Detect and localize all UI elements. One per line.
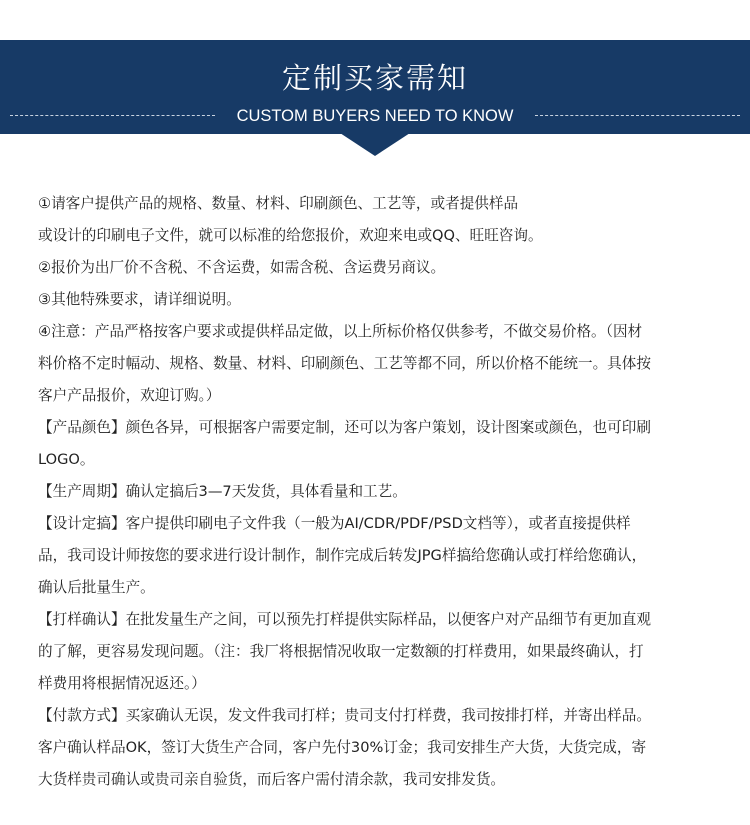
notice-line: ①请客户提供产品的规格、数量、材料、印刷颜色、工艺等，或者提供样品	[38, 195, 519, 212]
notice-line: ④注意：产品严格按客户要求或提供样品定做，以上所标价格仅供参考，不做交易价格。（因材	[38, 323, 643, 340]
notice-line: ③其他特殊要求，请详细说明。	[38, 291, 241, 308]
page-title: 定制买家需知	[281, 61, 468, 95]
notice-line: 大货样贵司确认或贵司亲自验货，而后客户需付清余款，我司安排发货。	[38, 771, 506, 788]
subtitle-divider-right	[535, 115, 740, 116]
notice-line: 样费用将根据情况返还。）	[38, 675, 206, 692]
subtitle-row	[0, 104, 750, 128]
notice-line: 【产品颜色】颜色各异，可根据客户需要定制，还可以为客户策划，设计图案或颜色，也可印刷	[38, 419, 651, 436]
banner-notch-shape	[340, 133, 410, 156]
page-subtitle: CUSTOM BUYERS NEED TO KNOW	[236, 107, 514, 125]
notice-line: 品，我司设计师按您的要求进行设计制作，制作完成后转发JPG样搞给您确认或打样给您确认，	[38, 547, 647, 564]
notice-line: ②报价为出厂价不含税、不含运费，如需含税、含运费另商议。	[38, 259, 446, 276]
notice-line: 【设计定搞】客户提供印刷电子文件我（一般为AI/CDR/PDF/PSD文档等），或者直接提供样	[38, 515, 631, 532]
notice-line: 客户确认样品OK，签订大货生产合同，客户先付30%订金；我司安排生产大货，大货完成，寄	[38, 739, 647, 756]
notice-line: 的了解，更容易发现问题。（注：我厂将根据情况收取一定数额的打样费用，如果最终确认，打	[38, 643, 644, 660]
notice-line: 【付款方式】买家确认无误，发文件我司打样；贵司支付打样费，我司按排打样，并寄出样品。	[38, 707, 651, 724]
notice-content	[38, 188, 714, 796]
notice-line: 确认后批量生产。	[38, 579, 155, 596]
banner-notch	[0, 133, 750, 157]
notice-line: LOGO。	[38, 451, 95, 468]
notice-line: 料价格不定时幅动、规格、数量、材料、印刷颜色、工艺等都不同，所以价格不能统一。具体按	[38, 355, 651, 372]
notice-line: 【生产周期】确认定搞后3—7天发货，具体看量和工艺。	[38, 483, 407, 500]
notice-line: 或设计的印刷电子文件，就可以标准的给您报价，欢迎来电或QQ、旺旺咨询。	[38, 227, 543, 244]
notice-line: 【打样确认】在批发量生产之间，可以预先打样提供实际样品，以便客户对产品细节有更加直观	[38, 611, 651, 628]
notice-line: 客户产品报价，欢迎订购。）	[38, 387, 221, 404]
subtitle-divider-left	[10, 115, 215, 116]
